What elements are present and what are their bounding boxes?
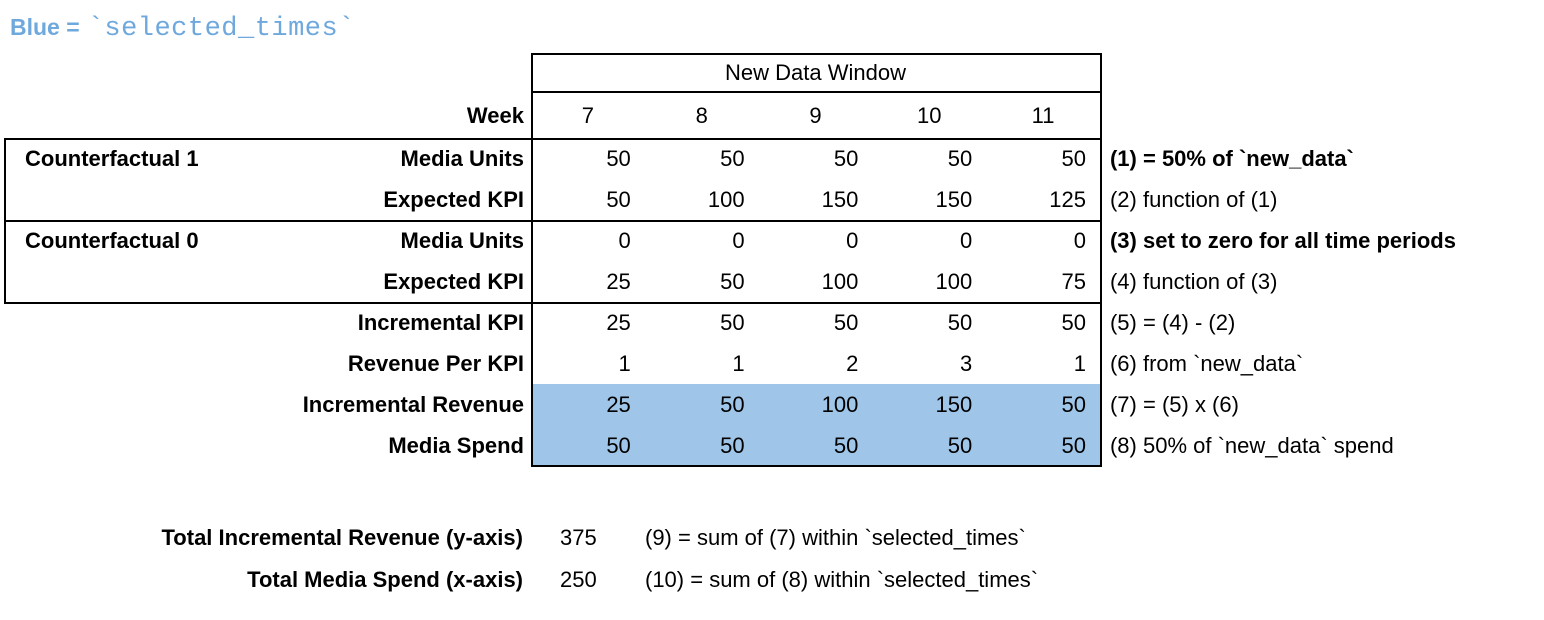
week-header-row [0,92,1544,139]
table-header-title: New Data Window [725,59,906,85]
spacer-cell [1100,53,1544,92]
cell-value-selected: 50 [872,425,986,466]
summary-label: Total Media Spend (x-axis) [247,567,523,592]
legend-note-prefix: Blue = [10,14,80,40]
table-border-line [531,53,1102,55]
week-number: 7 [581,102,595,128]
cell-value: 1 [1073,350,1086,376]
cell-value-selected: 150 [872,384,986,425]
cell-value: 150 [935,187,973,213]
table-row [0,262,1544,303]
group-label: Counterfactual 0 [25,228,199,254]
cell-value: 0 [732,228,745,254]
data-table [0,53,1544,466]
summary-note: (10) = sum of (8) within `selected_times` [645,567,1039,592]
row-note: (5) = (4) - (2) [1109,309,1236,335]
row-label: Expected KPI [383,269,524,295]
summary-note: (9) = sum of (7) within `selected_times` [645,525,1026,550]
table-row [0,180,1544,221]
cell-value-selected: 25 [531,384,645,425]
cell-value: 0 [846,228,859,254]
cell-value: 50 [1061,309,1086,335]
row-label: Media Units [400,146,524,172]
cell-value: 150 [821,187,859,213]
cell-value-selected: 50 [986,384,1100,425]
summary-row [0,517,1544,559]
cell-value: 25 [606,269,631,295]
cell-value-selected: 50 [759,425,873,466]
week-header-label: Week [466,102,524,128]
cell-value: 0 [959,228,973,254]
spacer-cell [0,53,531,92]
cell-value-selected: 50 [531,425,645,466]
cell-value: 50 [606,146,631,172]
row-label: Media Spend [388,432,524,458]
row-note: (6) from `new_data` [1109,350,1304,376]
cell-value: 100 [707,187,745,213]
cell-value: 100 [935,269,973,295]
cell-value: 0 [1073,228,1086,254]
table-row-highlighted [0,425,1544,466]
week-number: 9 [809,102,822,128]
cell-value: 100 [821,269,859,295]
table-row [0,303,1544,344]
cell-value: 1 [732,350,745,376]
spacer-cell [1100,92,1544,139]
row-label: Expected KPI [383,187,524,213]
row-note: (8) 50% of `new_data` spend [1109,432,1394,458]
row-label-cell [0,221,531,262]
row-label: Incremental Revenue [302,391,524,417]
row-label: Revenue Per KPI [347,350,524,376]
cell-value: 50 [606,187,631,213]
cell-value: 2 [846,350,859,376]
cell-value-selected: 100 [759,384,873,425]
cell-value-selected: 50 [645,425,759,466]
cell-value: 75 [1061,269,1086,295]
table-row-highlighted [0,384,1544,425]
table-header-row [0,53,1544,92]
cell-value-selected: 50 [645,384,759,425]
table-border-line [531,91,1102,93]
cell-value: 0 [618,228,631,254]
summary-value: 375 [560,525,597,550]
summary-label: Total Incremental Revenue (y-axis) [161,525,523,550]
cell-value: 50 [833,146,859,172]
table-border-line [531,53,533,467]
cell-value: 50 [833,309,859,335]
week-number: 8 [695,102,708,128]
cell-value: 50 [720,146,745,172]
table-border-line [4,302,1102,304]
table-border-line [531,465,1102,467]
summary-section [0,517,1544,601]
legend-note-code: `selected_times` [87,14,355,44]
summary-row [0,559,1544,601]
cell-value: 50 [1061,146,1086,172]
cell-value: 50 [947,309,973,335]
table-border-line [4,138,1102,140]
cell-value: 125 [1049,187,1086,213]
week-number: 11 [1031,102,1055,128]
row-note: (1) = 50% of `new_data` [1109,146,1354,172]
table-border-line [1100,53,1102,467]
table-row [0,139,1544,180]
row-label: Media Units [400,228,524,254]
cell-value: 3 [959,350,973,376]
table-border-line [4,220,1102,222]
row-label: Incremental KPI [357,309,524,335]
cell-value: 25 [606,309,631,335]
cell-value: 50 [720,309,745,335]
cell-value-selected: 50 [986,425,1100,466]
cell-value: 50 [947,146,973,172]
row-note: (4) function of (3) [1109,269,1278,295]
table-border-line [4,138,6,304]
table-row [0,221,1544,262]
row-label-cell [0,139,531,180]
week-number: 10 [917,102,942,128]
row-note: (2) function of (1) [1109,187,1278,213]
table-row [0,343,1544,384]
legend-note [10,14,355,44]
cell-value: 50 [720,269,745,295]
row-note: (3) set to zero for all time periods [1109,228,1456,254]
row-note: (7) = (5) x (6) [1109,391,1239,417]
summary-value: 250 [560,567,597,592]
group-label: Counterfactual 1 [25,146,199,172]
cell-value: 1 [618,350,631,376]
